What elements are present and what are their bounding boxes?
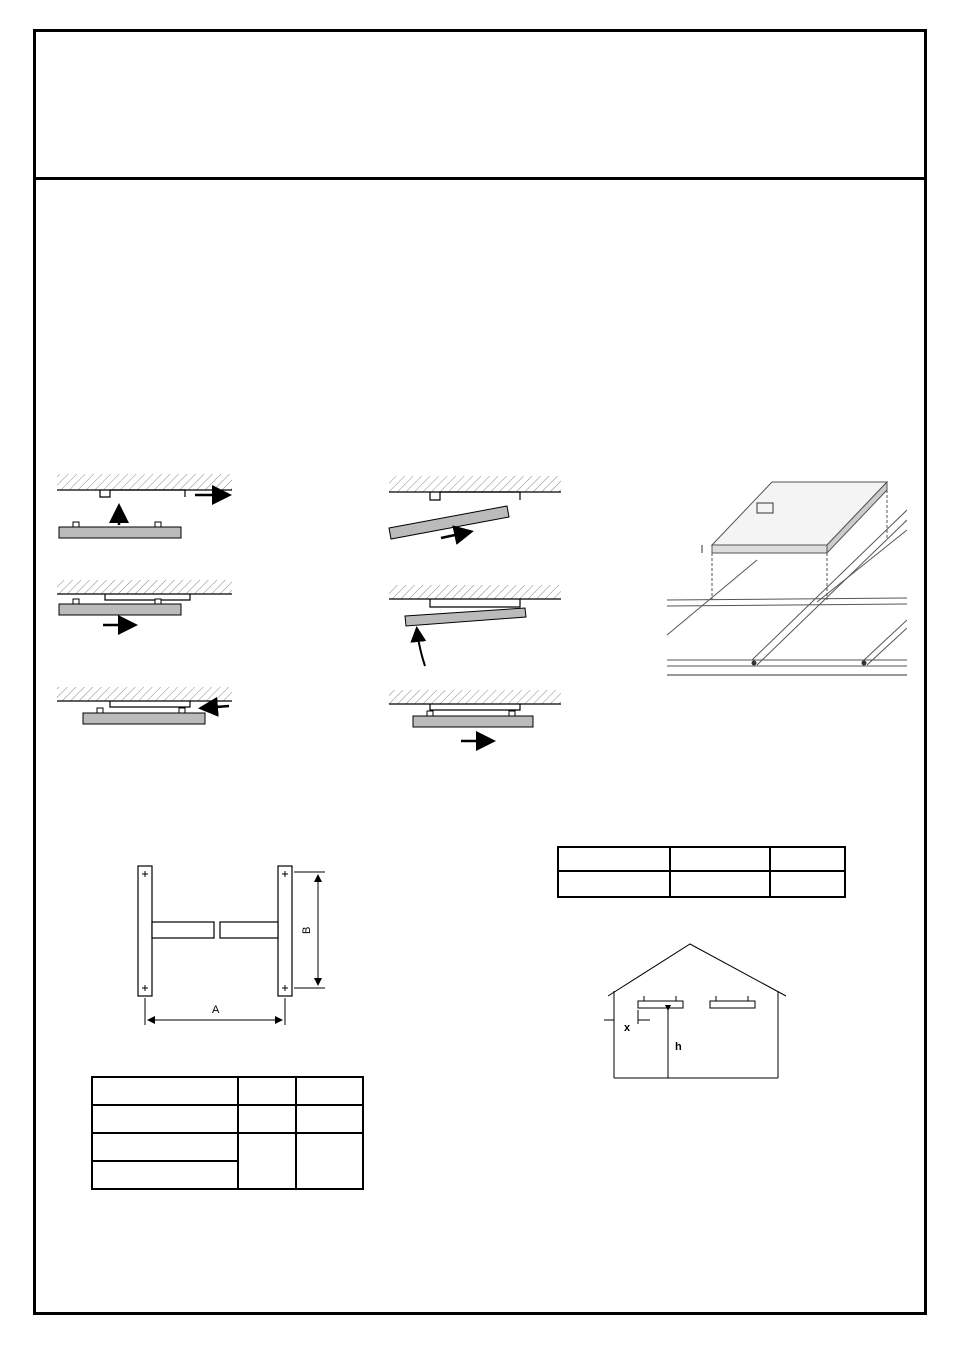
step-3 [57, 687, 232, 724]
table-row [558, 847, 845, 871]
bracket-dimension-drawing [130, 860, 340, 1030]
table-row [92, 1105, 363, 1133]
step-2 [57, 580, 232, 625]
height-h-label: h [675, 1041, 682, 1053]
page-header [36, 32, 924, 180]
step-6 [389, 690, 561, 741]
step-1 [57, 474, 232, 538]
mounting-steps-left [55, 470, 245, 740]
spec-table-left [91, 1076, 364, 1190]
room-clearance-diagram [600, 938, 800, 1088]
clearance-x-label: x [624, 1022, 631, 1034]
step-5 [389, 585, 561, 666]
table-row [92, 1077, 363, 1105]
table-row [558, 871, 845, 897]
ceiling-grid-drawing [662, 470, 907, 685]
table-row [92, 1133, 363, 1161]
dimension-a-label: A [212, 1004, 220, 1016]
dimension-b-label: B [301, 926, 313, 934]
step-4 [389, 476, 561, 539]
mounting-steps-right [385, 470, 575, 760]
spec-table-right [557, 846, 846, 898]
